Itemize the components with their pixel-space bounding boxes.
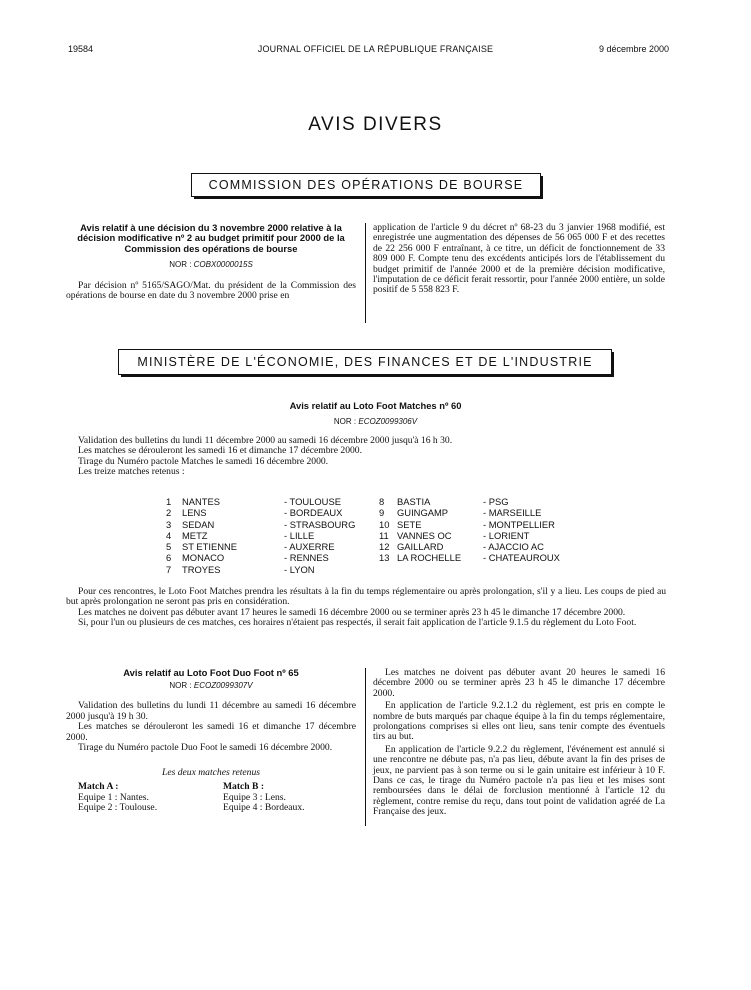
match-number: 1 xyxy=(166,496,172,507)
match-home: GAILLARD xyxy=(397,541,444,553)
commission-notice-title: Avis relatif à une décision du 3 novembre 2000 relative à la décision modificative nº 2 au budget primitif pour 2000 de la Commission des opérations de bourse xyxy=(77,222,345,254)
match-number: 11 xyxy=(379,529,389,541)
duo-foot-paragraph: Les matches se dérouleront les samedi 16 et dimanche 17 décembre 2000. xyxy=(66,721,356,743)
match-home: ST ETIENNE xyxy=(182,541,238,553)
match-a xyxy=(78,782,157,813)
match-number: 5 xyxy=(166,541,172,553)
match-away: - CHATEAUROUX xyxy=(483,552,560,564)
table-row xyxy=(166,507,384,518)
match-number: 10 xyxy=(379,518,390,530)
duo-foot-paragraph: Tirage du Numéro pactole Duo Foot le samedi 16 décembre 2000. xyxy=(78,741,333,753)
match-home: SETE xyxy=(397,518,422,530)
nor-label: NOR : xyxy=(169,259,192,269)
journal-title: JOURNAL OFFICIEL DE LA RÉPUBLIQUE FRANÇAISE xyxy=(257,44,494,54)
match-home: GUINGAMP xyxy=(397,507,449,519)
match-away: - STRASBOURG xyxy=(284,518,356,530)
match-number: 9 xyxy=(379,507,385,519)
match-away: - AJACCIO AC xyxy=(483,541,544,553)
nor-code: COBX0000015S xyxy=(193,259,253,269)
match-a-team2: Equipe 2 : Toulouse. xyxy=(78,802,158,814)
ministere-box-title: MINISTÈRE DE L'ÉCONOMIE, DES FINANCES ET DE L'INDUSTRIE xyxy=(118,349,612,375)
duo-foot-paragraph: Validation des bulletins du lundi 11 décembre au samedi 16 décembre 2000 jusqu'à 19 h 30. xyxy=(66,700,356,722)
match-number: 7 xyxy=(166,563,172,575)
duo-foot-left-column xyxy=(66,668,356,816)
match-away: - MARSEILLE xyxy=(483,507,542,519)
match-number: 3 xyxy=(166,518,172,530)
column-divider xyxy=(365,223,366,323)
nor-code: ECOZ0099306V xyxy=(358,417,418,426)
match-away: - LORIENT xyxy=(483,529,530,541)
commission-right-text: application de l'article 9 du décret nº 68-23 du 3 janvier 1968 modifié, est enregistrée une augmentation des dépenses de 56 065 000 F et des recettes de 22 256 000 F entraînant, à ce titre, un déficit de fonctionnement de 33 809 000 F. Compte tenu des excédents anticipés lors de l'établissement du budget primitif de l'année 2000 et de la première décision modificative, l'imputation de ce déficit ferait ressortir, pour l'année 2000 entière, un solde positif de 5 558 823 F. xyxy=(373,222,665,296)
match-away: - MONTPELLIER xyxy=(483,518,555,530)
table-row xyxy=(379,552,593,563)
table-row xyxy=(166,519,384,530)
duo-foot-matches xyxy=(66,782,356,816)
table-row xyxy=(166,541,384,552)
rules-paragraph: Pour ces rencontres, le Loto Foot Matches prendra les résultats à la fin du temps réglementaire ou après prolongation, s'il y a lieu. Les coups de pied au but après prolongation ne seront pas pris en considération. xyxy=(66,586,666,608)
match-home: VANNES OC xyxy=(397,529,452,541)
match-away: - LYON xyxy=(284,563,315,575)
nor-label: NOR : xyxy=(333,417,357,426)
match-number: 12 xyxy=(379,541,390,553)
match-number: 4 xyxy=(166,529,172,541)
rules-paragraph: Les matches ne doivent pas débuter avant 17 heures le samedi 16 décembre 2000 ou se terminer après 23 h 45 le dimanche 17 décembre 2000. xyxy=(78,606,626,618)
match-away: - BORDEAUX xyxy=(284,507,343,519)
table-row xyxy=(379,496,593,507)
loto-matches-intro xyxy=(66,436,666,478)
commission-box-title: COMMISSION DES OPÉRATIONS DE BOURSE xyxy=(191,173,541,197)
column-divider xyxy=(365,668,366,826)
match-home: TROYES xyxy=(182,563,221,575)
loto-matches-rules xyxy=(66,587,666,629)
match-number: 8 xyxy=(379,496,385,507)
loto-matches-nor xyxy=(0,417,751,426)
match-number: 13 xyxy=(379,552,390,564)
commission-nor xyxy=(66,260,356,269)
duo-foot-paragraph: En application de l'article 9.2.2 du règlement, l'événement est annulé si une rencontre ne débute pas, n'a pas lieu, débute avant la fin des prises de jeux, ne parvient pas à son terme ou si le gain unitaire est inférieur à 10 F. Dans ce cas, le tirage du Numéro pactole n'a pas lieu et les mises sont remboursées dans le délai de forclusion mentionné à l'article 12 du règlement, contre remise du reçu, dans tout point de validation agréé de La Française des jeux. xyxy=(373,743,665,818)
match-away: - AUXERRE xyxy=(284,541,335,553)
match-b xyxy=(223,782,305,813)
table-row xyxy=(166,552,384,563)
match-number: 6 xyxy=(166,552,172,564)
intro-line: Les matches se dérouleront les samedi 16 et dimanche 17 décembre 2000. xyxy=(78,445,362,457)
intro-line: Tirage du Numéro pactole Matches le samedi 16 décembre 2000. xyxy=(78,455,329,467)
match-a-team1: Equipe 1 : Nantes. xyxy=(78,791,149,803)
nor-label: NOR : xyxy=(169,681,192,691)
match-away: - PSG xyxy=(483,496,509,507)
match-home: METZ xyxy=(182,529,208,541)
match-b-team1: Equipe 3 : Lens. xyxy=(223,791,286,803)
match-home: MONACO xyxy=(182,552,225,564)
table-row xyxy=(166,564,384,575)
loto-matches-title: Avis relatif au Loto Foot Matches nº 60 xyxy=(289,400,462,411)
intro-line: Les treize matches retenus : xyxy=(78,466,185,478)
duo-foot-paragraph: En application de l'article 9.2.1.2 du règlement, est pris en compte le nombre de buts marqués par chaque équipe à la fin du temps réglementaire, prolongations comprises si elles ont lieu, sans tenir compte des éventuels tirs au but. xyxy=(373,700,665,743)
matches-table-left xyxy=(166,496,384,575)
match-home: LENS xyxy=(182,507,207,519)
match-a-label: Match A : xyxy=(78,781,119,793)
match-home: SEDAN xyxy=(182,518,215,530)
match-away: - TOULOUSE xyxy=(284,496,341,507)
matches-table-right xyxy=(379,496,593,564)
duo-foot-paragraph: Les matches ne doivent pas débuter avant 20 heures le samedi 16 décembre 2000 ou se terminer après 23 h 45 le dimanche 17 décembre 2000. xyxy=(373,667,665,699)
match-home: LA ROCHELLE xyxy=(397,552,462,564)
section-title: AVIS DIVERS xyxy=(308,114,443,135)
commission-left-text: Par décision nº 5165/SAGO/Mat. du président de la Commission des opérations de bourse en date du 3 novembre 2000 prise en xyxy=(66,279,356,302)
page-number: 19584 xyxy=(68,44,94,54)
duo-foot-right-column xyxy=(373,668,665,818)
match-b-label: Match B : xyxy=(223,781,265,793)
table-row xyxy=(379,541,593,552)
rules-paragraph: Si, pour l'un ou plusieurs de ces matches, ces horaires n'étaient pas respectés, il serait fait application de l'article 9.1.5 du règlement du Loto Foot. xyxy=(78,617,637,629)
match-away: - LILLE xyxy=(284,529,315,541)
match-b-team2: Equipe 4 : Bordeaux. xyxy=(223,802,305,814)
intro-line: Validation des bulletins du lundi 11 décembre 2000 au samedi 16 décembre 2000 jusqu'à 16 h 30. xyxy=(78,435,453,446)
nor-code: ECOZ0099307V xyxy=(193,681,253,691)
duo-foot-matches-heading: Les deux matches retenus xyxy=(162,767,260,779)
match-away: - RENNES xyxy=(284,552,329,564)
commission-left-column xyxy=(66,223,356,302)
duo-foot-title: Avis relatif au Loto Foot Duo Foot nº 65 xyxy=(123,667,299,678)
match-number: 2 xyxy=(166,507,172,519)
issue-date: 9 décembre 2000 xyxy=(598,44,669,54)
table-row xyxy=(379,507,593,518)
table-row xyxy=(166,496,384,507)
table-row xyxy=(379,519,593,530)
match-home: BASTIA xyxy=(397,496,431,507)
duo-foot-nor xyxy=(66,681,356,690)
table-row xyxy=(379,530,593,541)
match-home: NANTES xyxy=(182,496,221,507)
table-row xyxy=(166,530,384,541)
